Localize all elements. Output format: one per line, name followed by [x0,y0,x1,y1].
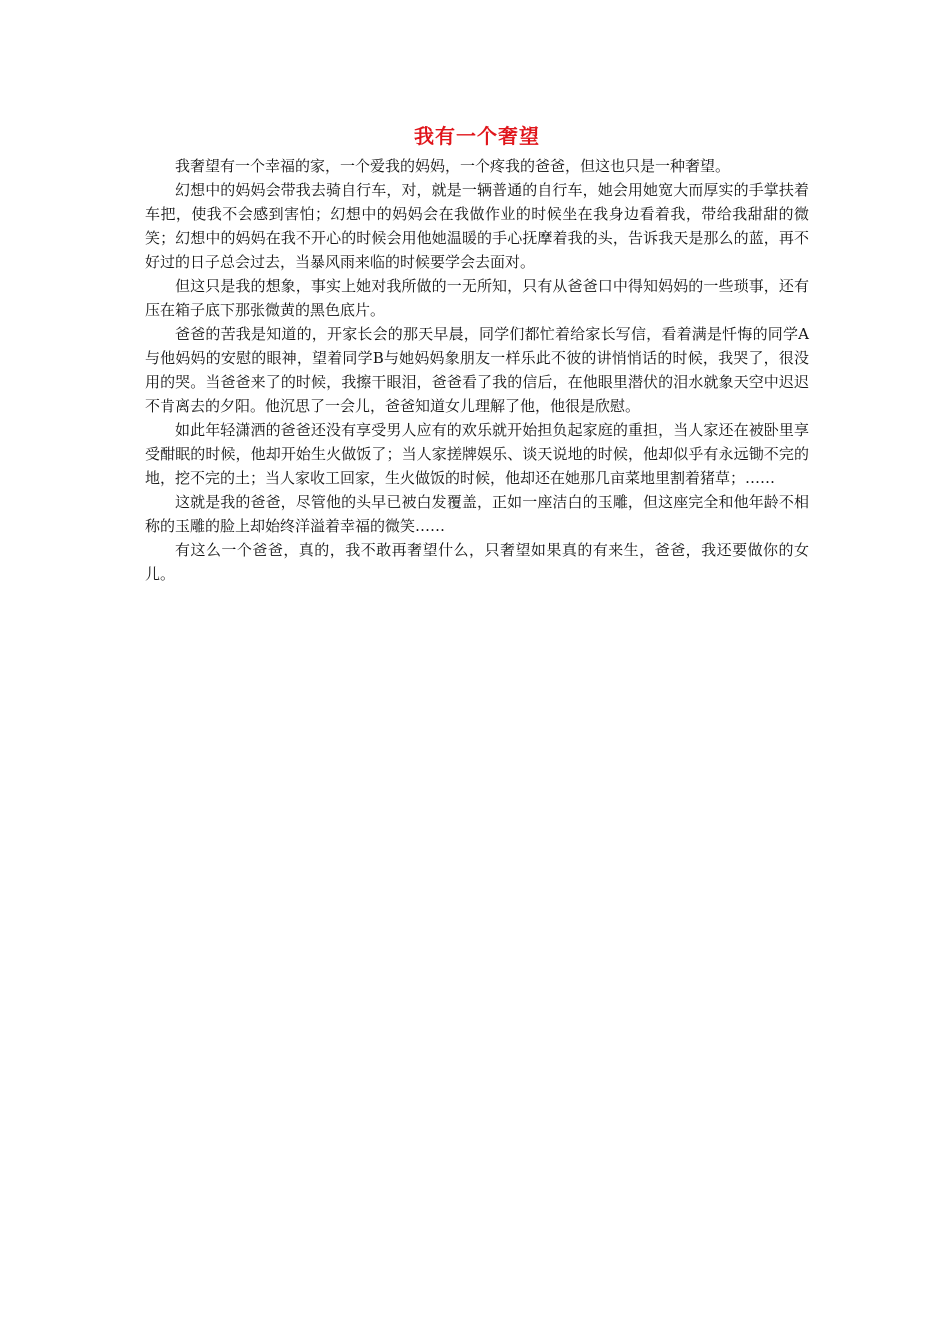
document-title: 我有一个奢望 [414,124,540,148]
paragraph-5: 如此年轻潇洒的爸爸还没有享受男人应有的欢乐就开始担负起家庭的重担，当人家还在被卧里享受酣眠的时候，他却开始生火做饭了；当人家搓牌娱乐、谈天说地的时候，他却似乎有永远锄不完的地，挖不完的土；当人家收工回家，生火做饭的时候，他却还在她那几亩菜地里割着猪草；…… [145,421,809,487]
paragraph-7: 有这么一个爸爸，真的，我不敢再奢望什么，只奢望如果真的有来生，爸爸，我还要做你的女儿。 [145,541,809,583]
paragraph-2: 幻想中的妈妈会带我去骑自行车，对，就是一辆普通的自行车，她会用她宽大而厚实的手掌扶着车把，使我不会感到害怕；幻想中的妈妈会在我做作业的时候坐在我身边看着我，带给我甜甜的微笑；幻想中的妈妈在我不开心的时候会用他她温暖的手心抚摩着我的头，告诉我天是那么的蓝，再不好过的日子总会过去，当暴风雨来临的时候要学会去面对。 [145,181,809,271]
document-body [145,122,809,586]
paragraph-4: 爸爸的苦我是知道的，开家长会的那天早晨，同学们都忙着给家长写信，看着满是忏悔的同学A与他妈妈的安慰的眼神，望着同学B与她妈妈象朋友一样乐此不彼的讲悄悄话的时候，我哭了，很没用的哭。当爸爸来了的时候，我擦干眼泪，爸爸看了我的信后，在他眼里潜伏的泪水就象天空中迟迟不肯离去的夕阳。他沉思了一会儿，爸爸知道女儿理解了他，他很是欣慰。 [145,325,809,415]
paragraph-6: 这就是我的爸爸，尽管他的头早已被白发覆盖，正如一座洁白的玉雕，但这座完全和他年龄不相称的玉雕的脸上却始终洋溢着幸福的微笑…… [145,493,809,535]
paragraph-1: 我奢望有一个幸福的家，一个爱我的妈妈，一个疼我的爸爸，但这也只是一种奢望。 [175,157,731,175]
paragraph-3: 但这只是我的想象，事实上她对我所做的一无所知，只有从爸爸口中得知妈妈的一些琐事，还有压在箱子底下那张微黄的黑色底片。 [145,277,809,319]
